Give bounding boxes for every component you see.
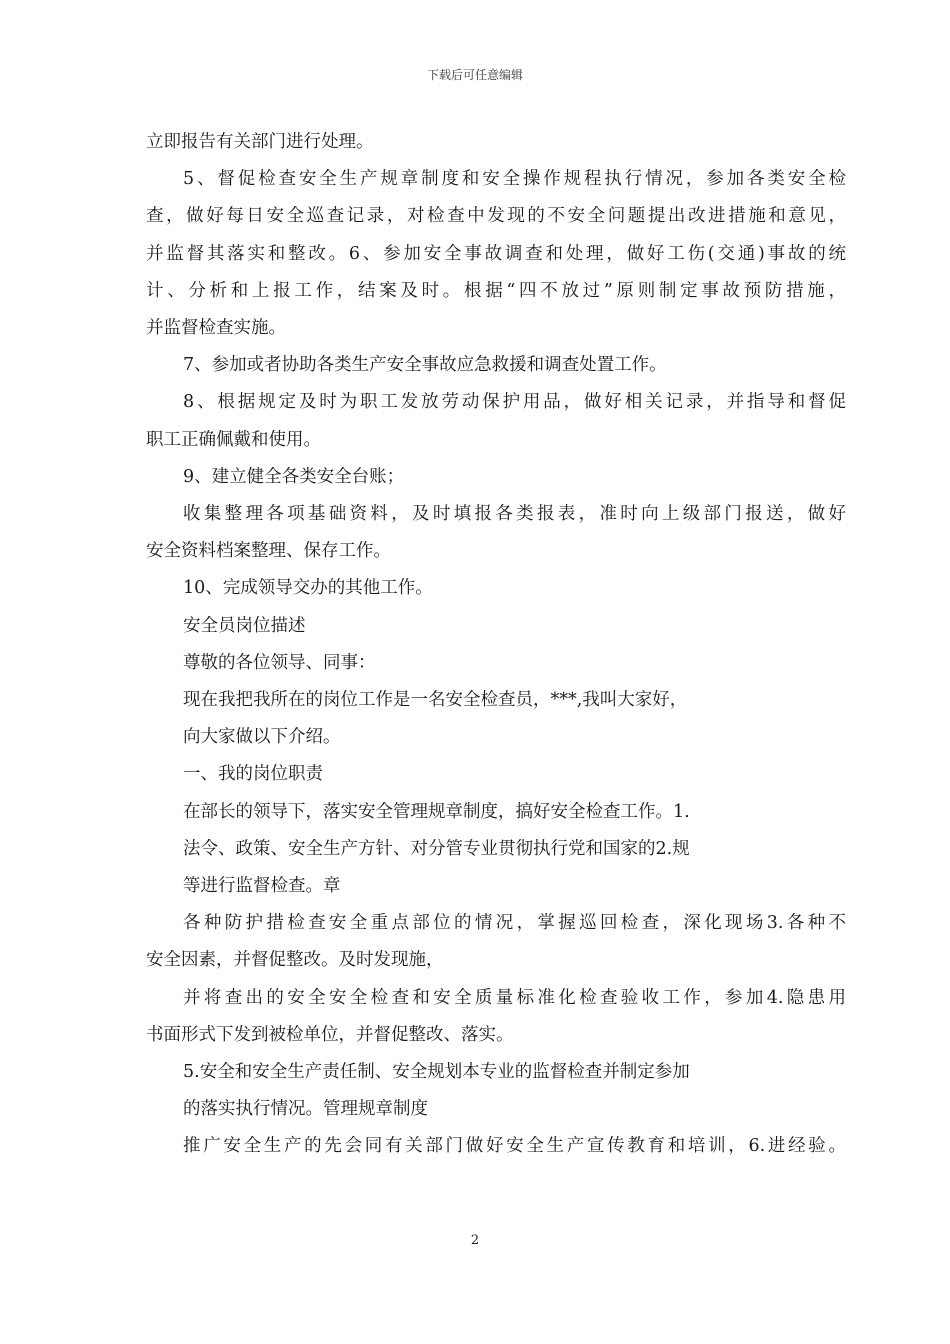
text-line: 5.安全和安全生产责任制、安全规划本专业的监督检查并制定参加 — [183, 1062, 690, 1083]
text-line: 安全资料档案整理、保存工作。 — [146, 541, 391, 562]
section-heading: 安全员岗位描述 — [183, 615, 306, 636]
text-line: 并监督其落实和整改。6、参加安全事故调查和处理，做好工伤(交通)事故的统 — [146, 243, 846, 264]
text-line: 各种防护措检查安全重点部位的情况，掌握巡回检查，深化现场3.各种不 — [183, 913, 846, 934]
text-line: 计、分析和上报工作，结案及时。根据“四不放过”原则制定事故预防措施， — [146, 280, 846, 301]
text-line: 并监督检查实施。 — [146, 318, 286, 339]
text-line: 的落实执行情况。管理规章制度 — [183, 1099, 428, 1120]
text-line: 书面形式下发到被检单位，并督促整改、落实。 — [146, 1024, 514, 1045]
text-line: 8、根据规定及时为职工发放劳动保护用品，做好相关记录，并指导和督促 — [183, 392, 846, 413]
text-line: 安全因素，并督促整改。及时发现施， — [146, 950, 444, 971]
text-line: 10、完成领导交办的其他工作。 — [183, 578, 433, 599]
text-line: 并将查出的安全安全检查和安全质量标准化检查验收工作，参加4.隐患用 — [183, 987, 846, 1008]
text-line: 立即报告有关部门进行处理。 — [146, 132, 374, 152]
text-line: 9、建立健全各类安全台账； — [183, 466, 405, 487]
text-line: 7、参加或者协助各类生产安全事故应急救援和调查处置工作。 — [183, 355, 667, 376]
text-line: 5、督促检查安全生产规章制度和安全操作规程执行情况，参加各类安全检 — [183, 169, 846, 190]
text-line: 向大家做以下介绍。 — [183, 727, 341, 748]
section-heading: 一、我的岗位职责 — [183, 764, 323, 785]
salutation: 尊敬的各位领导、同事： — [183, 652, 376, 673]
document-body — [146, 124, 846, 1166]
page-header: 下载后可任意编辑 — [426, 68, 523, 82]
text-line: 查，做好每日安全巡查记录，对检查中发现的不安全问题提出改进措施和意见， — [146, 206, 846, 227]
text-line: 法令、政策、安全生产方针、对分管专业贯彻执行党和国家的2.规 — [183, 838, 690, 859]
text-line: 职工正确佩戴和使用。 — [146, 429, 321, 450]
text-line: 现在我把我所在的岗位工作是一名安全检查员，***,我叫大家好， — [183, 690, 688, 711]
page-number: 2 — [470, 1233, 480, 1248]
text-line: 等进行监督检查。章 — [183, 876, 341, 897]
text-line: 推广安全生产的先会同有关部门做好安全生产宣传教育和培训，6.进经验。 — [183, 1136, 846, 1157]
text-line: 收集整理各项基础资料，及时填报各类报表，准时向上级部门报送，做好 — [183, 504, 846, 525]
text-line: 在部长的领导下，落实安全管理规章制度，搞好安全检查工作。1. — [183, 801, 690, 822]
